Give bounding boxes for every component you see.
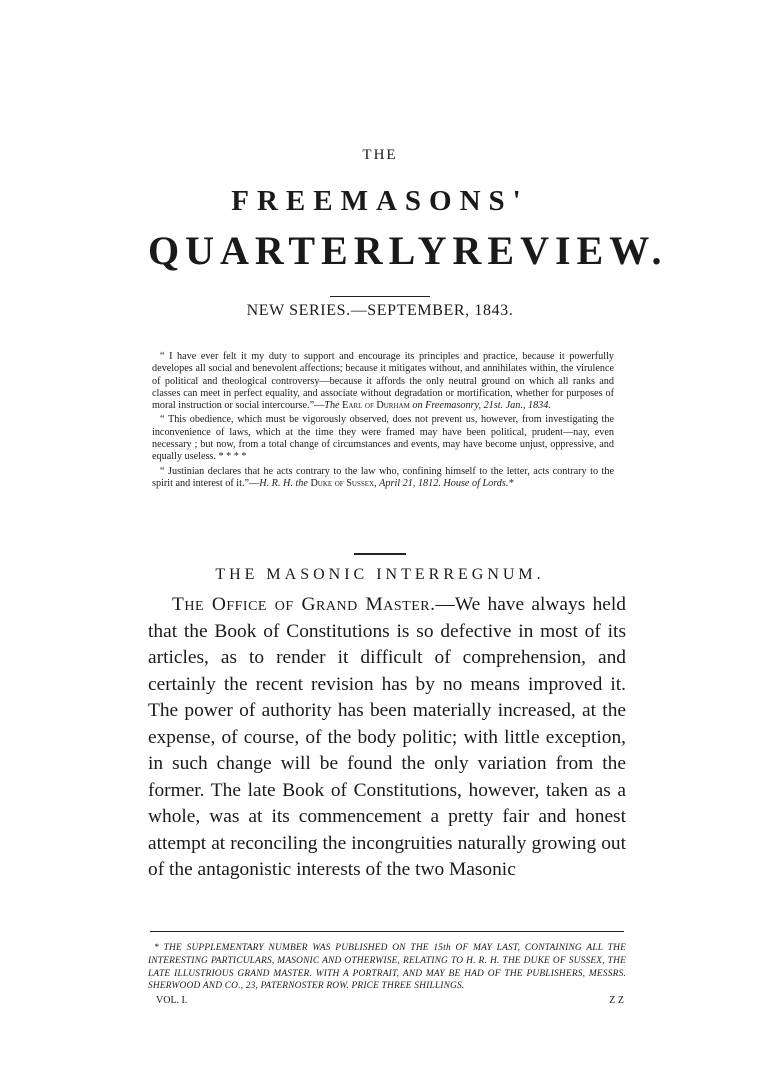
- masthead-freemasons: FREEMASONS': [231, 185, 529, 217]
- quote-obedience: “ This obedience, which must be vigorously observed, does not prevent us, however, from investigating the inconvenience of laws, which at the time they were framed may have been political, prudent—nay, even necessary ; but now, from a total change of circumstances and events, may have become unjust, oppressive, and equally useless. * * * *: [152, 414, 614, 463]
- article-lead: The Office of Grand Master.: [172, 594, 436, 615]
- quote-justinian: “ Justinian declares that he acts contrary to the law who, confining himself to the letter, acts contrary to the spirit and interest of it.”—H. R. H. the Duke of Sussex, April 21, 1812. House of Lords.*: [152, 465, 614, 489]
- epigraph-quotes: [152, 351, 614, 490]
- divider-rule: [354, 553, 406, 555]
- footnote-rule: [150, 931, 624, 932]
- masthead-title: [148, 227, 668, 275]
- article-text: —We have always held that the Book of Constitutions is so defective in most of its articles, as to render it difficult of comprehension, and certainly the recent revision has by no means improved it. The power of authority has been materially increased, at the expense, of course, of the body politic; with little exception, in such change will be found the only variation from the former. The late Book of Constitutions, however, taken as a whole, was at its commencement a pretty fair and honest attempt at reconciling the incongruities naturally growing out of the antagonistic interests of the two Masonic: [148, 594, 626, 880]
- masthead-review: REVIEW.: [452, 228, 668, 273]
- footnote: [148, 942, 626, 993]
- footnote-text: * THE SUPPLEMENTARY NUMBER WAS PUBLISHED ON THE 15th OF MAY LAST, CONTAINING ALL THE INTERESTING PARTICULARS, MASONIC AND OTHERWISE, RELATING TO H. R. H. THE DUKE OF SUSSEX, THE LATE ILLUSTRIOUS GRAND MASTER. WITH A PORTRAIT, AND MAY BE HAD OF THE PUBLISHERS, MESSRS. SHERWOOD AND CO., 23, PATERNOSTER ROW. PRICE THREE SHILLINGS.: [148, 943, 626, 992]
- divider-rule: [330, 296, 430, 297]
- quote-durham: “ I have ever felt it my duty to support and encourage its principles and practice, because it powerfully developes all social and benevolent affections; because it mitigates without, and annihilates within, the virulence of political and theological controversy—because it affords the only neutral ground on which all ranks and classes can meet in perfect equality, and associate without degradation or mortification, whether for purposes of moral instruction or social intercourse.”—The Earl of Durham on Freemasonry, 21st. Jan., 1834.: [152, 351, 614, 412]
- masthead-quarterly: QUARTERLY: [148, 228, 453, 273]
- series-date: NEW SERIES.—SEPTEMBER, 1843.: [246, 302, 514, 319]
- volume-label: VOL. I.: [156, 995, 188, 1006]
- article-body: [148, 592, 626, 884]
- masthead-the: THE: [362, 147, 398, 163]
- signature-mark: Z Z: [609, 995, 624, 1006]
- page-footer: [156, 995, 624, 1006]
- article-heading: THE MASONIC INTERREGNUM.: [215, 566, 545, 583]
- article-paragraph: [148, 592, 626, 884]
